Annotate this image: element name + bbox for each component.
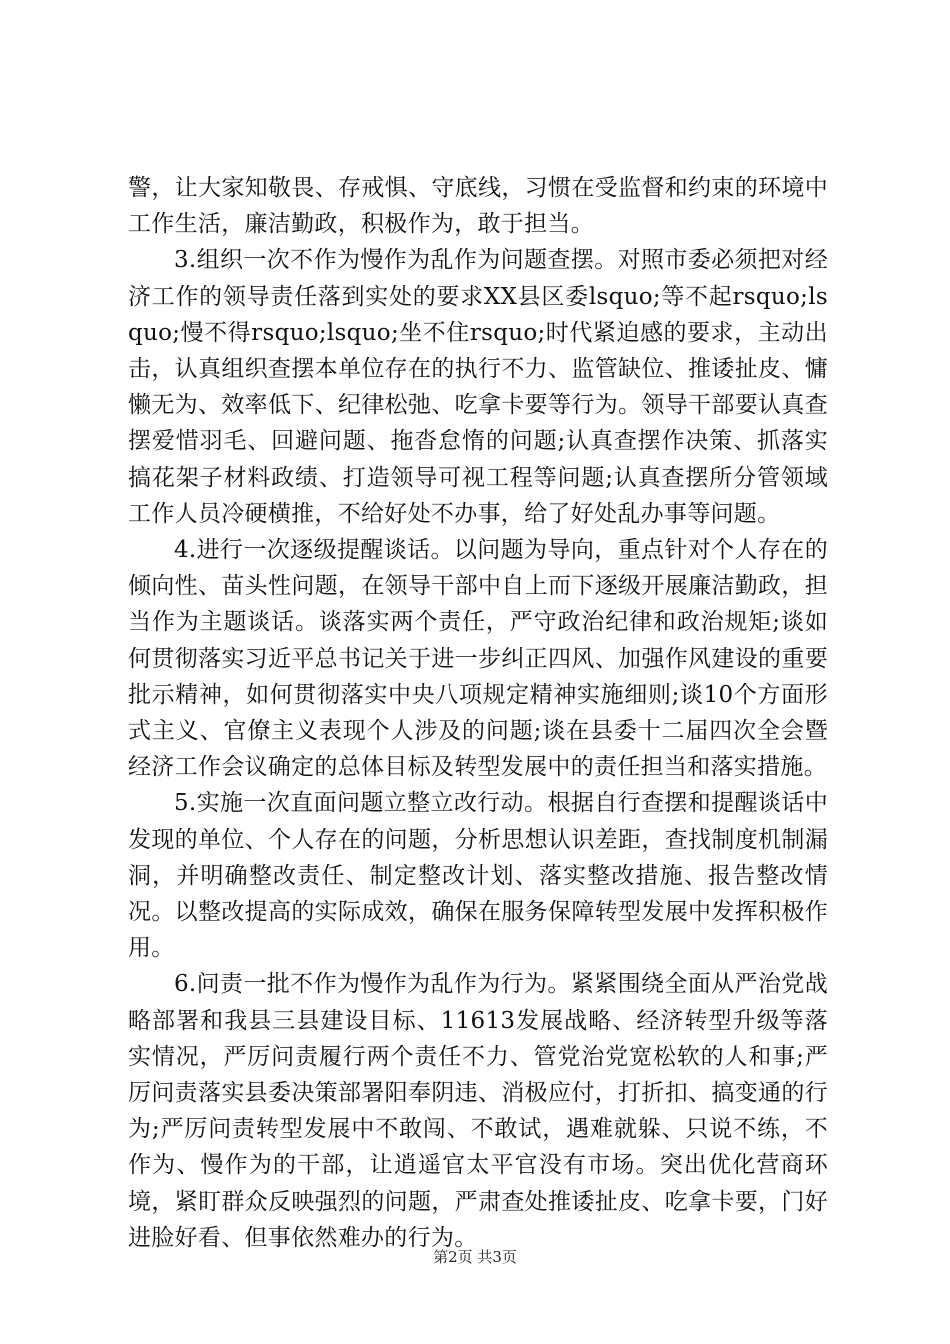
paragraph-item-5: 5.实施一次直面问题立整立改行动。根据自行查摆和提醒谈话中发现的单位、个人存在的问题，分析思想认识差距，查找制度机制漏洞，并明确整改责任、制定整改计划、落实整改措施、报告整改情况。以整改提高的实际成效，确保在服务保障转型发展中发挥积极作用。 [128,790,828,962]
document-body [128,170,828,1256]
paragraph-item-4: 4.进行一次逐级提醒谈话。以问题为导向，重点针对个人存在的倾向性、苗头性问题，在领导干部中自上而下逐级开展廉洁勤政，担当作为主题谈话。谈落实两个责任，严守政治纪律和政治规矩;谈如何贯彻落实习近平总书记关于进一步纠正四风、加强作风建设的重要批示精神，如何贯彻落实中央八项规定精神实施细则;谈10个方面形式主义、官僚主义表现个人涉及的问题;谈在县委十二届四次全会暨经济工作会议确定的总体目标及转型发展中的责任担当和落实措施。 [128,537,828,781]
paragraph-item-6: 6.问责一批不作为慢作为乱作为行为。紧紧围绕全面从严治党战略部署和我县三县建设目标、11613发展战略、经济转型升级等落实情况，严厉问责履行两个责任不力、管党治党宽松软的人和事;严厉问责落实县委决策部署阳奉阴违、消极应付，打折扣、搞变通的行为;严厉问责转型发展中不敢闯、不敢试，遇难就躲、只说不练，不作为、慢作为的干部，让逍遥官太平官没有市场。突出优化营商环境，紧盯群众反映强烈的问题，严肃查处推诿扯皮、吃拿卡要，门好进脸好看、但事依然难办的行为。 [128,971,828,1251]
paragraph-item-3: 3.组织一次不作为慢作为乱作为问题查摆。对照市委必须把对经济工作的领导责任落到实处的要求XX县区委lsquo;等不起rsquo;lsquo;慢不得rsquo;lsquo;坐不住rsquo;时代紧迫感的要求，主动出击，认真组织查摆本单位存在的执行不力、监管缺位、推诿扯皮、慵懒无为、效率低下、纪律松弛、吃拿卡要等行为。领导干部要认真查摆爱惜羽毛、回避问题、拖沓怠惰的问题;认真查摆作决策、抓落实搞花架子材料政绩、打造领导可视工程等问题;认真查摆所分管领域工作人员冷硬横推，不给好处不办事，给了好处乱办事等问题。 [128,247,828,527]
page-footer: 第2页 共3页 [433,1248,517,1266]
paragraph-continuation: 警，让大家知敬畏、存戒惧、守底线，习惯在受监督和约束的环境中工作生活，廉洁勤政，积极作为，敢于担当。 [128,175,828,238]
